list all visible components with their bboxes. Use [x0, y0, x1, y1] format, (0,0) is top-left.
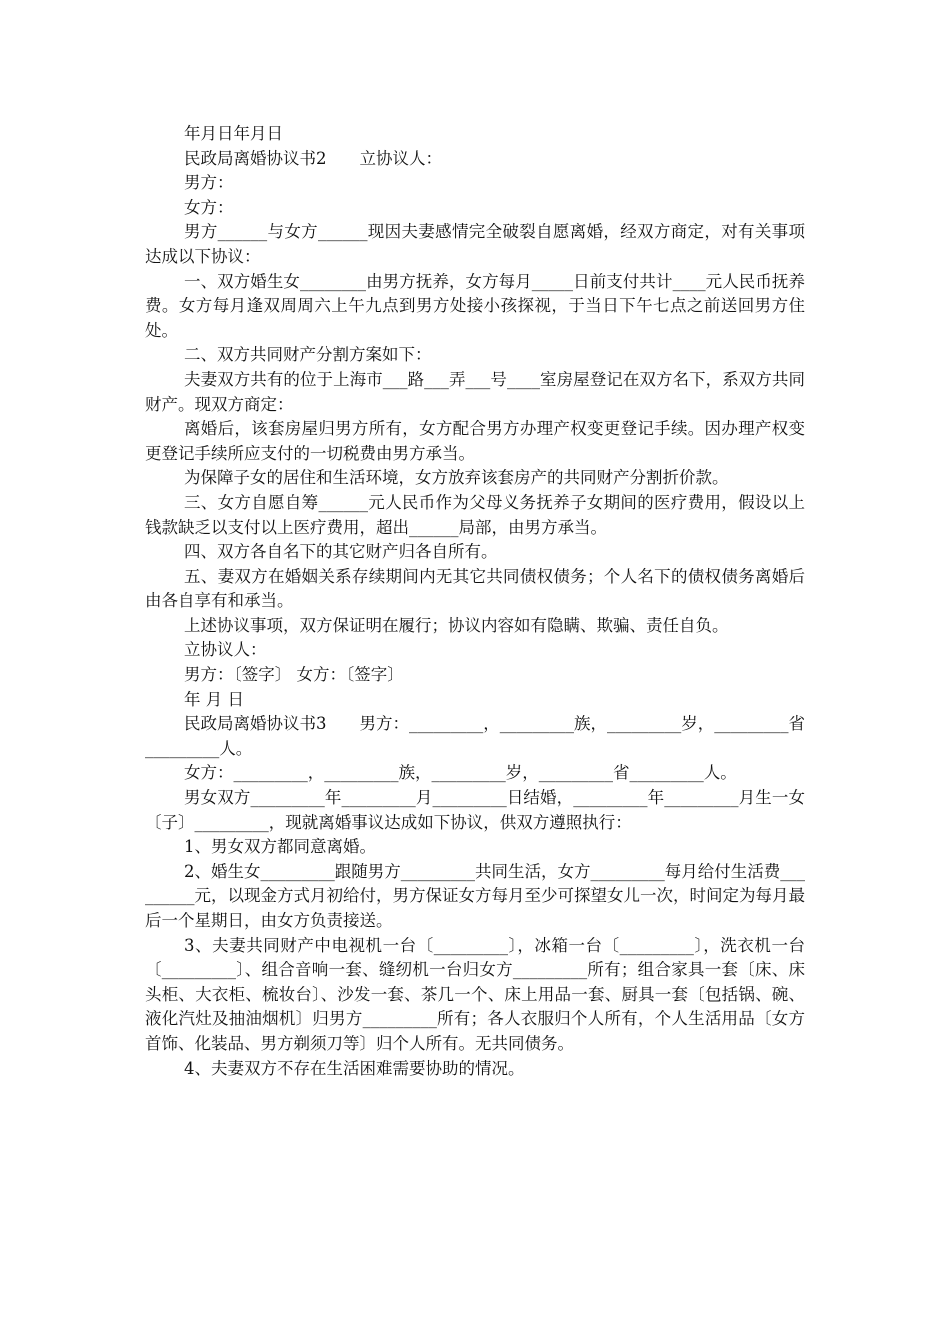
clause-guarantee: 上述协议事项，双方保证明在履行；协议内容如有隐瞒、欺骗、责任自负。 — [184, 615, 729, 635]
husband-line: 男方： — [184, 173, 234, 193]
agreement-3-wife: 女方：_________，_________族，_________岁，_________省_________人。 — [184, 763, 737, 783]
agreement-2-heading: 民政局离婚协议书2 立协议人： — [184, 148, 442, 168]
agreement-3-clause-1: 1、男女双方都同意离婚。 — [184, 837, 376, 857]
clause-property-transfer: 离婚后，该套房屋归男方所有，女方配合男方办理产权变更登记手续。因办理产权变更登记手续所应支付的一切税费由男方承当。 — [145, 419, 805, 463]
agreement-2-intro: 男方______与女方______现因夫妻感情完全破裂自愿离婚，经双方商定，对有关事项达成以下协议： — [145, 222, 805, 266]
agreement-3-clause-2: 2、婚生女_________跟随男方_________共同生活，女方_________每月给付生活费_________元，以现金方式月初给付，男方保证女方每月至少可探望女儿一次，时间定为每月最后一个星期日，由女方负责接送。 — [145, 861, 805, 930]
date-line: 年月日年月日 — [184, 124, 283, 143]
clause-child-custody: 一、双方婚生女________由男方抚养，女方每月_____日前支付共计____元人民币抚养费。女方每月逢双周周六上午九点到男方处接小孩探视，于当日下午七点之前送回男方住处。 — [145, 271, 805, 340]
agreement-3-clause-3: 3、夫妻共同财产中电视机一台〔_________〕，冰箱一台〔_________〕，洗衣机一台〔_________〕、组合音响一套、缝纫机一台归女方_________所有；组合家具一套〔床、床头柜、大衣柜、梳妆台〕、沙发一套、茶几一个、床上用品一套、厨具一套〔包括锅、碗、液化汽灶及抽油烟机〕归男方_________所有；各人衣服归个人所有，个人生活用品〔女方首饰、化装品、男方剃须刀等〕归个人所有。无共同债务。 — [145, 935, 805, 1053]
signature-date: 年 月 日 — [184, 689, 244, 709]
agreement-3-clause-4: 4、夫妻双方不存在生活困难需要协助的情况。 — [184, 1058, 525, 1078]
signatories-label: 立协议人： — [184, 640, 267, 660]
clause-debts: 五、妻双方在婚姻关系存续期间内无其它共同债权债务；个人名下的债权债务离婚后由各自享有和承当。 — [145, 566, 805, 611]
wife-line: 女方： — [184, 197, 234, 217]
clause-property-heading: 二、双方共同财产分割方案如下： — [184, 345, 432, 365]
agreement-3-intro: 男女双方_________年_________月_________日结婚，_________年_________月生一女〔子〕_________，现就离婚事议达成如下协议，供双方遵照执行： — [145, 788, 805, 832]
signature-line: 男方：〔签字〕 女方：〔签字〕 — [184, 665, 404, 685]
clause-property-house: 夫妻双方共有的位于上海市___路___弄___号____室房屋登记在双方名下，系双方共同财产。现双方商定： — [145, 369, 805, 414]
clause-other-property: 四、双方各自名下的其它财产归各自所有。 — [184, 542, 498, 562]
clause-medical-fee: 三、女方自愿自筹______元人民币作为父母义务抚养子女期间的医疗费用，假设以上钱款缺乏以支付以上医疗费用，超出______局部，由男方承当。 — [145, 492, 805, 537]
agreement-3-heading: 民政局离婚协议书3 男方：_________，_________族，_________岁，_________省_________人。 — [145, 714, 805, 758]
clause-property-waiver: 为保障子女的居住和生活环境，女方放弃该套房产的共同财产分割折价款。 — [184, 468, 729, 488]
